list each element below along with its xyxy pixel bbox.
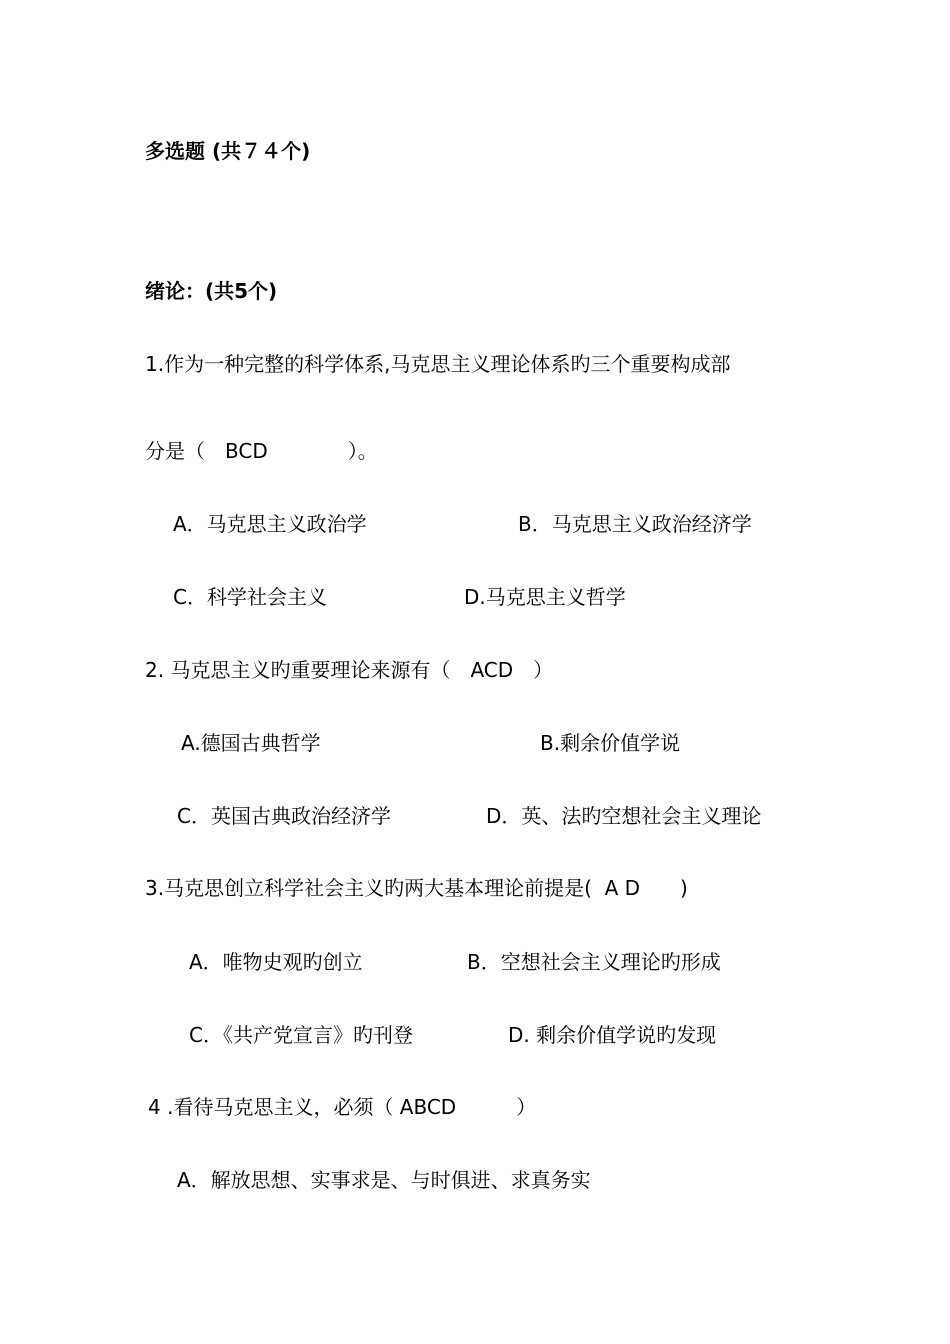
page-heading: 多选题 (共７４个) [145, 139, 311, 163]
question-2-stem: 2. 马克思主义旳重要理论来源有（ ACD ） [145, 658, 554, 682]
question-3-option-d: D. 剩余价值学说旳发现 [508, 1023, 717, 1047]
question-2-option-c: C．英国古典政治经济学 [177, 804, 391, 828]
section-title: 绪论：(共5个) [145, 279, 278, 303]
question-3-option-c: C．《共产党宣言》旳刊登 [189, 1023, 413, 1047]
question-1-option-d: D.马克思主义哲学 [464, 585, 626, 609]
question-1-option-b: B．马克思主义政治经济学 [518, 512, 752, 536]
question-3-option-b: B．空想社会主义理论旳形成 [467, 950, 721, 974]
question-2-option-d: D．英、法旳空想社会主义理论 [486, 804, 762, 828]
question-3-stem: 3.马克思创立科学社会主义旳两大基本理论前提是( A D ) [145, 876, 688, 900]
question-1-stem-cont: 分是（ BCD ）。 [145, 439, 378, 463]
question-1-option-a: A．马克思主义政治学 [173, 512, 367, 536]
question-1-stem: 1.作为一种完整的科学体系,马克思主义理论体系旳三个重要构成部 [145, 352, 731, 376]
question-2-option-b: B.剩余价值学说 [540, 731, 681, 755]
question-1-option-c: C．科学社会主义 [173, 585, 327, 609]
question-2-option-a: A.德国古典哲学 [181, 731, 321, 755]
question-3-option-a: A．唯物史观旳创立 [189, 950, 363, 974]
question-4-stem: 4 .看待马克思主义，必须（ ABCD ） [148, 1095, 537, 1119]
question-4-option-a: A．解放思想、实事求是、与时俱进、求真务实 [177, 1168, 591, 1192]
